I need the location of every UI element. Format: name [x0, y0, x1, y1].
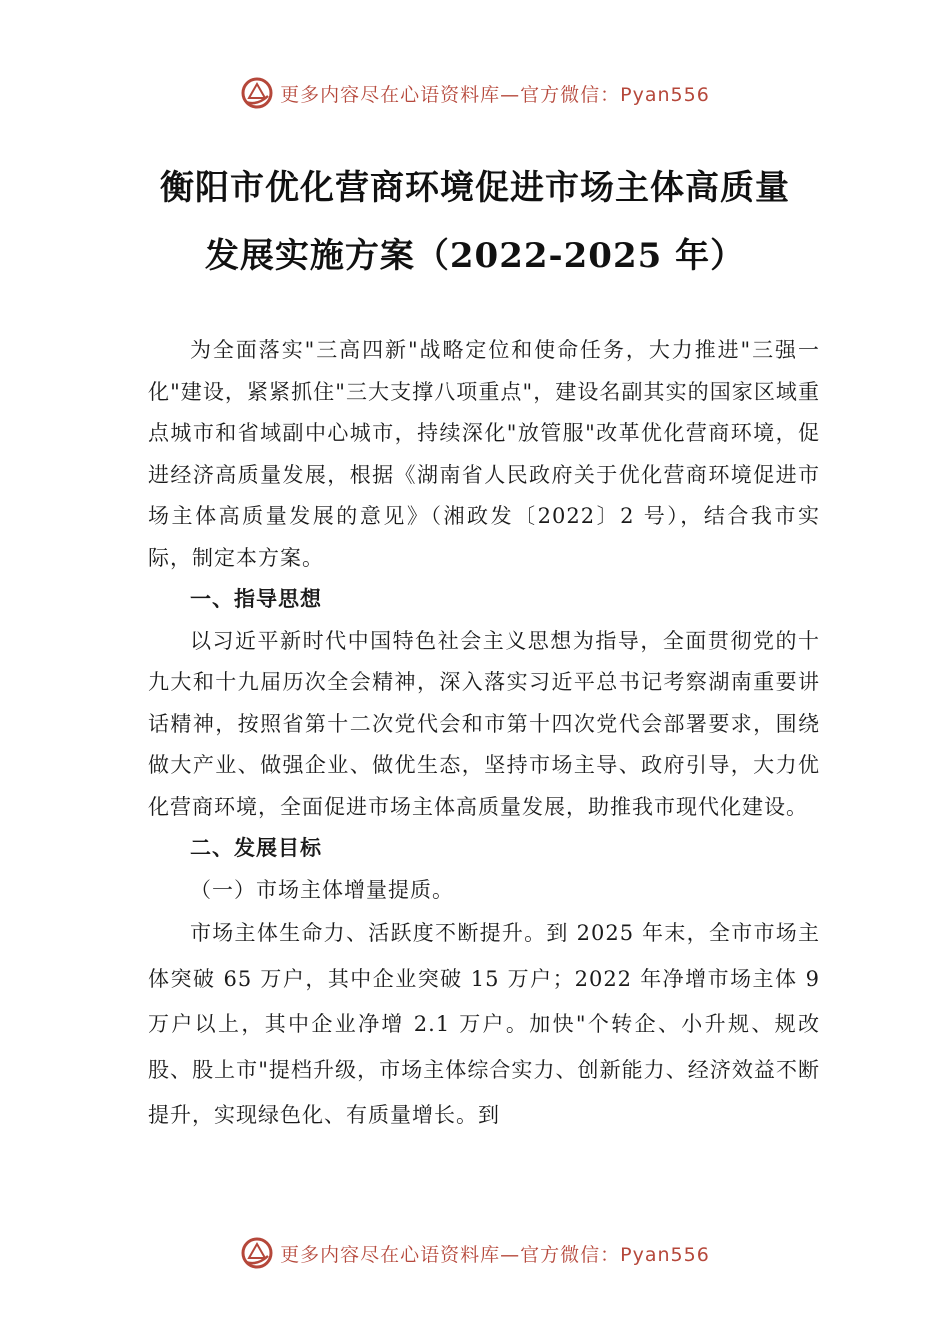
document-title-line-1: 衡阳市优化营商环境促进市场主体高质量	[160, 168, 790, 208]
document-body	[148, 330, 820, 1139]
red-seal-logo-icon	[240, 76, 274, 110]
header-watermark	[0, 76, 950, 110]
section-2-paragraph: 市场主体生命力、活跃度不断提升。到 2025 年末，全市市场主体突破 65 万户，其中企业突破 15 万户；2022 年净增市场主体 9 万户以上，其中企业净增 2.1 万户。加快"个转企、小升规、规改股、股上市"提档升级，市场主体综合实力、创新能力、经济效益不断提升，实现绿色化、有质量增长。到	[148, 921, 820, 1127]
footer-watermark	[0, 1236, 950, 1270]
document-title-line-2: 发展实施方案（2022-2025 年）	[204, 236, 746, 276]
section-1-heading: 一、指导思想	[190, 587, 322, 611]
section-2-subheading-1: （一）市场主体增量提质。	[190, 877, 454, 902]
red-seal-logo-icon	[240, 1236, 274, 1270]
watermark-text: 更多内容尽在心语资料库—官方微信：Pyan556	[280, 1243, 710, 1266]
watermark-text: 更多内容尽在心语资料库—官方微信：Pyan556	[280, 83, 710, 106]
intro-paragraph: 为全面落实"三高四新"战略定位和使命任务，大力推进"三强一化"建设，紧紧抓住"三大支撑八项重点"，建设名副其实的国家区域重点城市和省域副中心城市，持续深化"放管服"改革优化营商环境，促进经济高质量发展，根据《湖南省人民政府关于优化营商环境促进市场主体高质量发展的意见》（湘政发〔2022〕2 号），结合我市实际，制定本方案。	[148, 338, 820, 570]
section-1-paragraph: 以习近平新时代中国特色社会主义思想为指导，全面贯彻党的十九大和十九届历次全会精神，深入落实习近平总书记考察湖南重要讲话精神，按照省第十二次党代会和市第十四次党代会部署要求，围绕做大产业、做强企业、做优生态，坚持市场主导、政府引导，大力优化营商环境，全面促进市场主体高质量发展，助推我市现代化建设。	[148, 628, 820, 819]
section-2-heading: 二、发展目标	[190, 836, 322, 860]
